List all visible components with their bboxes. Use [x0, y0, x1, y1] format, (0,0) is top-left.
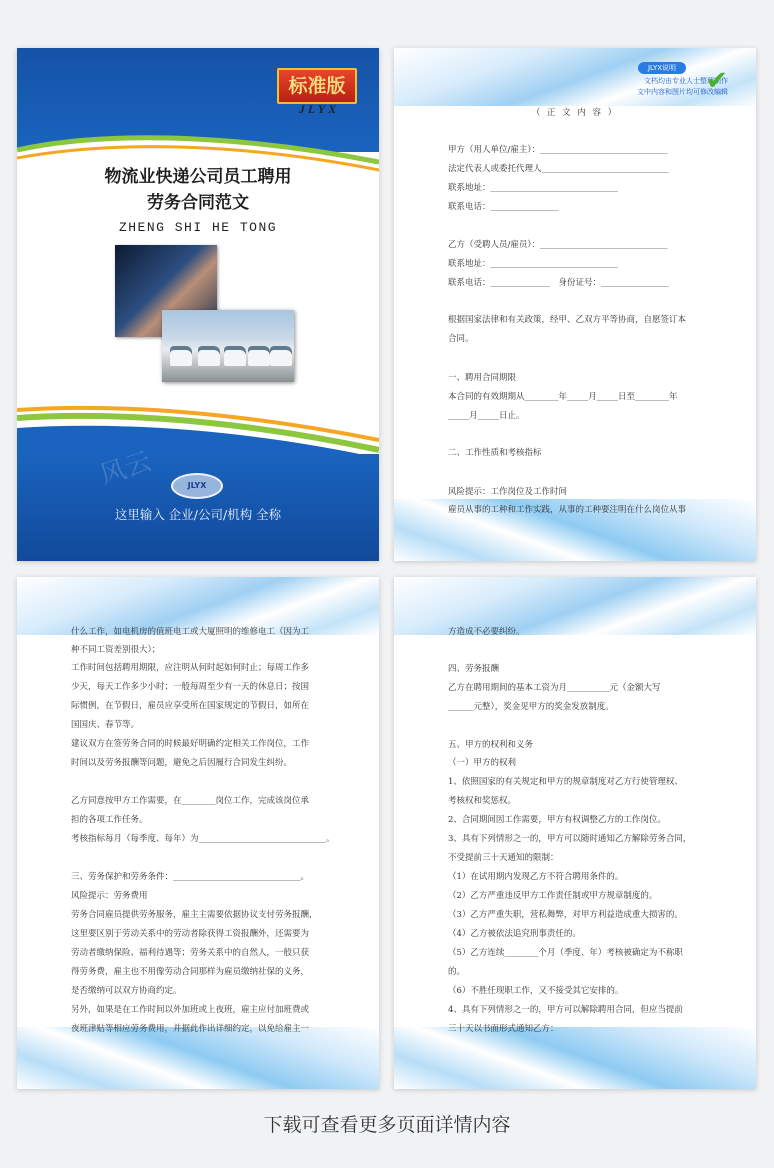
text-line: 方造成不必要纠纷。	[448, 627, 525, 637]
text-line: 是否缴纳可以双方协商约定。	[71, 986, 182, 996]
text-line: _____月_____日止。	[448, 411, 525, 421]
content-page-1[interactable]	[394, 48, 756, 561]
text-line: （3）乙方严重失职，营私舞弊，对甲方利益造成重大损害的。	[448, 910, 683, 920]
note-line1: 文档均由专业人士整理制作	[644, 77, 728, 85]
text-line: （6）不胜任现职工作，又不接受其它安排的。	[448, 986, 624, 996]
text-line: 4、具有下列情形之一的，甲方可以解除聘用合同，但应当提前	[448, 1005, 683, 1015]
footer-wave	[17, 1027, 379, 1089]
content-page-3[interactable]	[394, 577, 756, 1089]
cover-page[interactable]	[17, 48, 379, 561]
text-line: 这里要区别于劳动关系中的劳动者除获得工资报酬外，还需要为	[71, 929, 310, 939]
edition-badge: 标准版	[277, 68, 357, 104]
text-line: 得劳务费，雇主也不用像劳动合同那样为雇员缴纳社保的义务，	[71, 967, 310, 977]
text-line: 1、依照国家的有关规定和甲方的规章制度对乙方行使管理权、	[448, 777, 683, 787]
van-icon	[170, 346, 192, 366]
note-pill: JLYX说明	[638, 62, 686, 74]
text-line: 的。	[448, 967, 466, 977]
text-line: 另外，如果是在工作时间以外加班或上夜班，雇主应付加班费或	[71, 1005, 310, 1015]
text-line: （2）乙方严重违反甲方工作责任制或甲方规章制度的。	[448, 891, 658, 901]
section-heading: （ 正 文 内 容 ）	[531, 108, 619, 118]
note-line2: 文中内容和图片均可修改编辑	[637, 88, 728, 96]
text-line: 乙方在聘用期间的基本工资为月__________元（金额大写	[448, 683, 661, 693]
text-line: 四、劳务报酬	[448, 664, 500, 674]
text-line: 雇员从事的工种和工作实践，从事的工种要注明在什么岗位从事	[448, 505, 687, 515]
text-line: 三十天以书面形式通知乙方：	[448, 1024, 559, 1034]
text-line: 联系地址：______________________________	[448, 183, 619, 193]
van-icon	[270, 346, 292, 366]
brand-logo: JLYX	[171, 473, 223, 499]
text-line: 不受提前三十天通知的限制：	[448, 853, 559, 863]
text-line: 际惯例，在节假日，雇员应享受所在国家规定的节假日，如所在	[71, 701, 310, 711]
text-line: 夜班津贴等相应劳务费用，并据此作出详细约定，以免给雇主一	[71, 1024, 310, 1034]
text-line: 国国庆、春节等。	[71, 720, 140, 730]
text-line: 根据国家法律和有关政策，经甲、乙双方平等协商，自愿签订本	[448, 315, 687, 325]
company-name: 这里输入 企业/公司/机构 全称	[114, 507, 282, 522]
text-line: 少天，每天工作多少小时；一般每周至少有一天的休息日；按国	[71, 682, 310, 692]
cover-title-line2: 劳务合同范文	[147, 193, 249, 213]
text-line: 担的各项工作任务。	[71, 815, 148, 825]
text-line: 劳务合同雇员提供劳务服务，雇主主需要依据协议支付劳务报酬，	[71, 910, 318, 920]
text-line: 工作时间包括聘用期限，应注明从何时起如何时止；每周工作多	[71, 663, 310, 673]
content-page-2[interactable]	[17, 577, 379, 1089]
text-line: 考核权和奖惩权。	[448, 796, 517, 806]
text-line: 2、合同期间因工作需要，甲方有权调整乙方的工作岗位。	[448, 815, 666, 825]
text-line: 种不同工资差别很大）；	[71, 645, 161, 655]
cover-title-line1: 物流业快递公司员工聘用	[104, 167, 292, 187]
text-line: 合同。	[448, 334, 474, 344]
text-line: 法定代表人或委托代理人______________________________	[448, 164, 670, 174]
text-line: 时间以及劳务报酬等问题，避免之后因履行合同发生纠纷。	[71, 758, 293, 768]
watermark-text: 风云	[96, 446, 156, 492]
text-line: ______元整），奖金见甲方的奖金发放制度。	[448, 702, 614, 712]
text-line: 乙方（受聘人员/雇员）：______________________________	[448, 240, 668, 250]
text-line: 本合同的有效期期从________年_____月_____日至________年	[448, 392, 678, 402]
text-line: 一、聘用合同期限	[448, 373, 517, 383]
text-line: 劳动者缴纳保险、福利待遇等；劳务关系中的自然人，一般只获	[71, 948, 310, 958]
text-line: 乙方同意按甲方工作需要，在________岗位工作，完成该岗位承	[71, 796, 310, 806]
text-line: 二、工作性质和考核指标	[448, 448, 542, 458]
text-line: 风险提示：工作岗位及工作时间	[448, 487, 568, 497]
download-more-link[interactable]: 下载可查看更多页面详情内容	[263, 1114, 511, 1136]
text-line: （4）乙方被依法追究刑事责任的。	[448, 929, 581, 939]
cover-pinyin: ZHENG SHI HE TONG	[118, 220, 278, 235]
text-line: （5）乙方连续________个月（季度、年）考核被确定为不称职	[448, 948, 683, 958]
text-line: （一）甲方的权利	[448, 758, 517, 768]
text-line: 风险提示：劳务费用	[71, 891, 148, 901]
text-line: 甲方（用人单位/雇主）：______________________________	[448, 145, 668, 155]
vans-photo	[162, 310, 294, 382]
text-line: 联系地址：______________________________	[448, 259, 619, 269]
van-icon	[248, 346, 270, 366]
text-line: 考核指标每月（每季度、每年）为______________________________。	[71, 834, 335, 844]
text-line: 三、劳务保护和劳务条件：______________________________。	[71, 872, 310, 882]
text-line: 建议双方在签劳务合同的时候最好明确约定相关工作岗位，工作	[71, 739, 310, 749]
text-line: 3、具有下列情形之一的，甲方可以随时通知乙方解除劳务合同，	[448, 834, 692, 844]
text-line: 什么工作，如电机房的值班电工或大厦照明的维修电工（因为工	[71, 627, 310, 637]
van-icon	[224, 346, 246, 366]
footer-wave	[394, 1027, 756, 1089]
text-line: （1）在试用期内发现乙方不符合聘用条件的。	[448, 872, 624, 882]
text-line: 五、甲方的权利和义务	[448, 740, 534, 750]
text-line: 联系电话：______________ 身份证号：________________	[448, 278, 670, 288]
checkmark-icon: ✔	[706, 66, 728, 96]
van-icon	[198, 346, 220, 366]
brand-mark: JLYX	[298, 102, 340, 116]
text-line: 联系电话：________________	[448, 202, 559, 212]
